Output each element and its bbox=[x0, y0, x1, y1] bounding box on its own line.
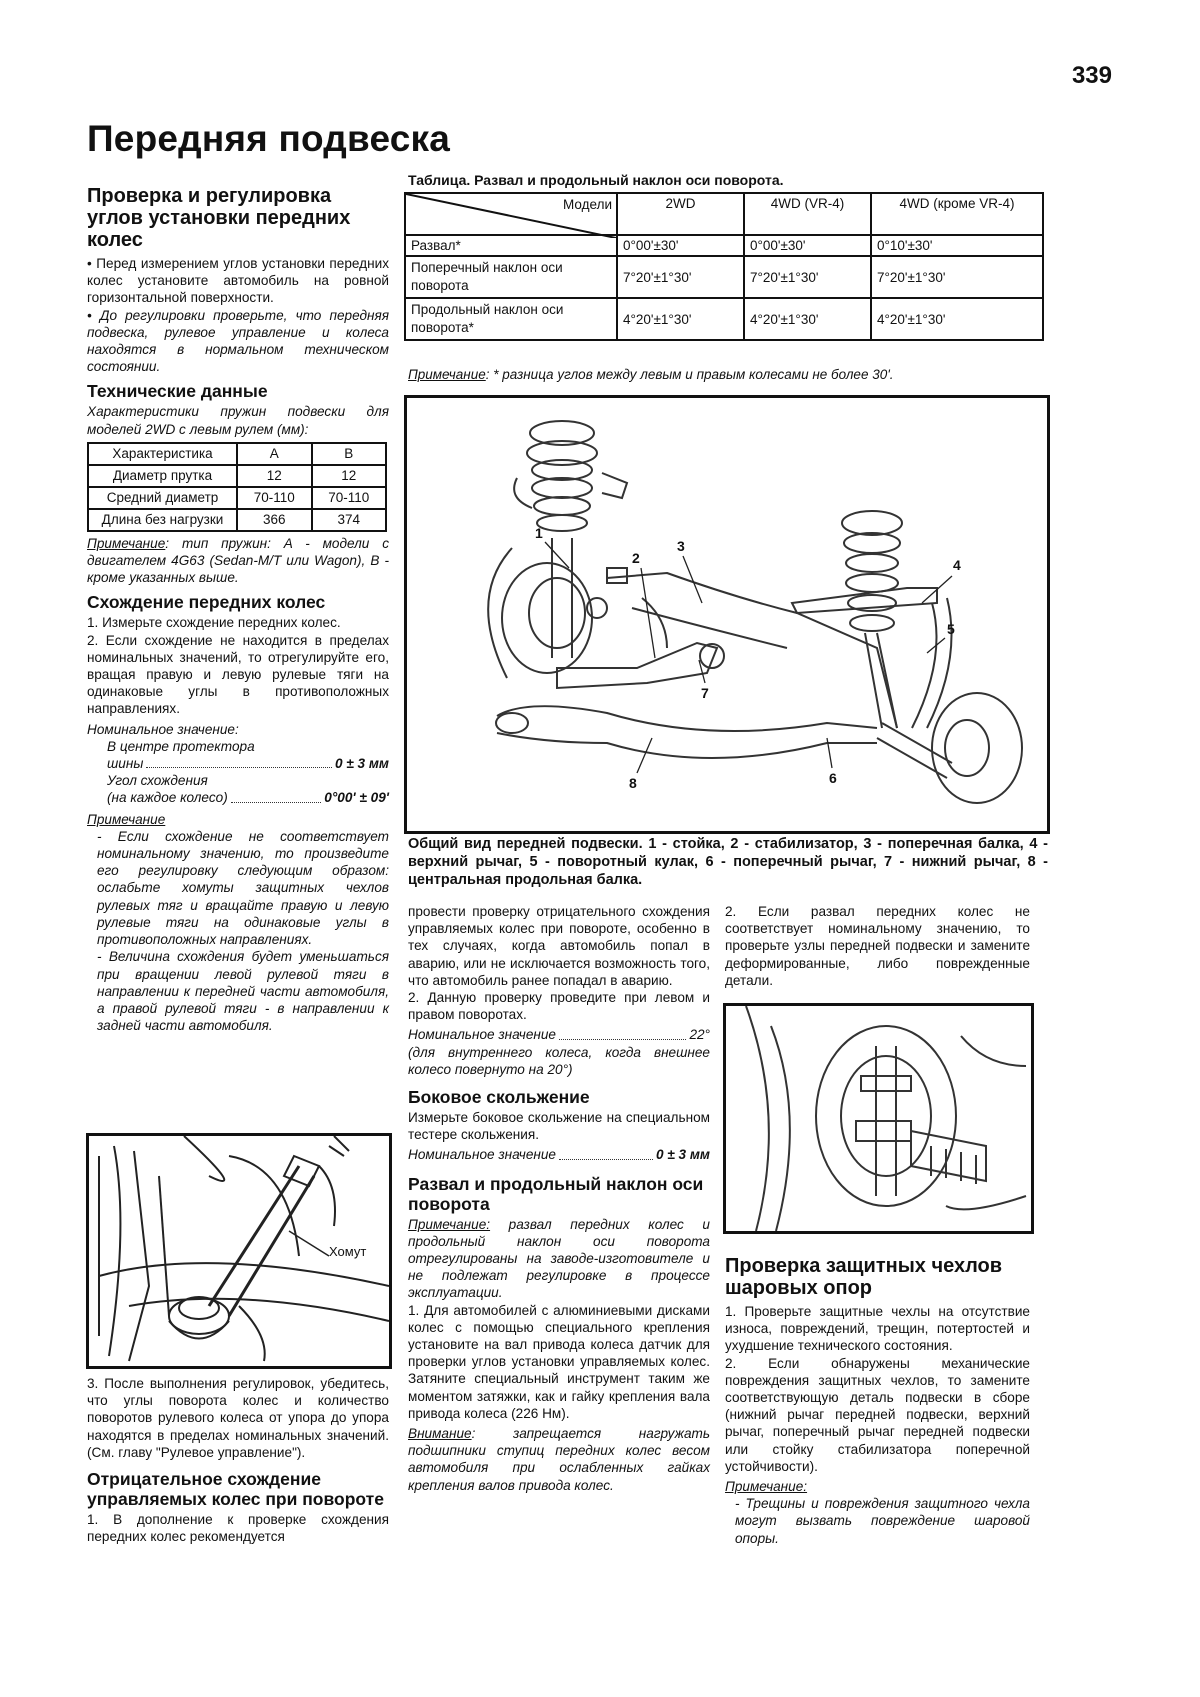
table-cell: 0°10'±30' bbox=[871, 235, 1043, 256]
figure-caption: Общий вид передней подвески. 1 - стойка, 2 - стабилизатор, 3 - поперечная балка, 4 - верхний рычаг, 5 - поворотный кулак, 6 - поперечный рычаг, 7 - нижний рычаг, 8 - центральная продольная балка. bbox=[408, 836, 1048, 888]
alignment-gauge-illustration bbox=[726, 1006, 1031, 1231]
section-heading-tech-data: Технические данные bbox=[87, 381, 268, 402]
note-text: : * разница углов между левым и правым колесами не более 30'. bbox=[485, 367, 894, 382]
spec-label: (на каждое колесо) bbox=[107, 790, 228, 806]
table-row bbox=[405, 256, 1043, 298]
nominal-label: Номинальное значение: bbox=[87, 721, 239, 737]
spec-note: (для внутреннего колеса, когда внешнее колесо повернуто на 20°) bbox=[408, 1044, 710, 1077]
section-heading-camber-caster: Развал и продольный наклон оси поворота bbox=[408, 1173, 704, 1214]
negative-toe-continued: провести проверку отрицательного схождения управляемых колес при повороте, особенно в тех случаях, когда автомобиль попал в аварию, или не исключается возможность того, что автомобиль ранее попадал в аварию. bbox=[408, 904, 710, 988]
table-row bbox=[405, 298, 1043, 340]
boots-step-1: 1. Проверьте защитные чехлы на отсутствие износа, повреждений, трещин, потертостей и ухудшение технического состояния. bbox=[725, 1304, 1030, 1354]
table-row bbox=[88, 465, 386, 487]
table-cell: 7°20'±1°30' bbox=[617, 256, 744, 298]
spec-value: 0 ± 3 мм bbox=[655, 1147, 710, 1163]
spec-value: 0°00' ± 09' bbox=[324, 790, 389, 806]
table-row-label: Продольный наклон оси поворота* bbox=[405, 298, 617, 340]
spec-label: шины bbox=[107, 756, 144, 772]
note-text: развал передних колес и продольный наклон оси поворота отрегулированы на заводе-изготовителе и не подлежат регулировке в процессе эксплуатации. bbox=[408, 1216, 710, 1301]
negative-toe-text: 1. В дополнение к проверке схождения передних колес рекомендуется bbox=[87, 1512, 389, 1545]
table-cell: Средний диаметр bbox=[88, 487, 237, 509]
note-item: - Величина схождения будет уменьшаться при вращении левой рулевой тяги в направлении к передней части автомобиля, а правой рулевой тяги - в направлении к задней части автомобиля. bbox=[97, 949, 389, 1034]
page-title: Передняя подвеска bbox=[87, 118, 451, 159]
section-heading-toe: Схождение передних колес bbox=[87, 592, 326, 613]
note-text: : тип пружин: A - модели с двигателем 4G63 (Sedan-M/T или Wagon), B - кроме указанных выше. bbox=[87, 535, 389, 586]
table-cell: 4°20'±1°30' bbox=[744, 298, 871, 340]
side-slip-text: Измерьте боковое скольжение на специальном тестере скольжения. bbox=[408, 1110, 710, 1143]
spec-row-turn-angle bbox=[408, 1026, 710, 1043]
table-cell: 374 bbox=[312, 509, 387, 531]
toe-step-1: 1. Измерьте схождение передних колес. bbox=[87, 615, 341, 631]
table-row-label: Поперечный наклон оси поворота bbox=[405, 256, 617, 298]
note-label: Примечание bbox=[87, 535, 166, 551]
spring-note bbox=[87, 535, 389, 587]
table-cell: 4°20'±1°30' bbox=[617, 298, 744, 340]
table-corner-cell bbox=[405, 193, 617, 235]
page-number: 339 bbox=[1071, 62, 1112, 89]
clamp-label: Хомут bbox=[329, 1244, 367, 1259]
table-cell: Длина без нагрузки bbox=[88, 509, 237, 531]
models-label: Модели bbox=[563, 197, 612, 212]
section-heading-negative-toe: Отрицательное схождение управляемых колес при повороте bbox=[87, 1469, 384, 1510]
warning-label: Внимание bbox=[408, 1426, 472, 1442]
table-header: 2WD bbox=[617, 193, 744, 235]
table-cell: Диаметр прутка bbox=[88, 465, 237, 487]
table-header: 4WD (VR-4) bbox=[744, 193, 871, 235]
table-cell: 4°20'±1°30' bbox=[871, 298, 1043, 340]
spec-label: Угол схождения bbox=[107, 773, 208, 789]
figure-tie-rod-clamp bbox=[86, 1133, 392, 1369]
table-header: 4WD (кроме VR-4) bbox=[871, 193, 1043, 235]
table-cell: 12 bbox=[237, 465, 312, 487]
table-header: A bbox=[237, 443, 312, 465]
table-row bbox=[88, 509, 386, 531]
camber-table-title: Таблица. Развал и продольный наклон оси поворота. bbox=[408, 172, 784, 188]
note-text: - Трещины и повреждения защитного чехла могут вызвать повреждение шаровой опоры. bbox=[735, 1496, 1030, 1546]
table-cell: 366 bbox=[237, 509, 312, 531]
note-label: Примечание bbox=[87, 811, 166, 827]
spec-value: 22° bbox=[689, 1027, 710, 1043]
boots-step-2: 2. Если обнаружены механические повреждения защитных чехлов, то замените соответствующую деталь подвески в сборе (нижний рычаг передней подвески, верхний рычаг, поперечный рычаг передней подвески или стойку стабилизатора поперечной устойчивости). bbox=[725, 1355, 1030, 1474]
note-item: - Если схождение не соответствует номинальному значению, то произведите его регулировку следующим образом: ослабьте хомуты защитных чехлов рулевых тяг и вращайте правую и левую рулевые тяги на одинаковые углы в противоположных направлениях. bbox=[97, 828, 389, 948]
table-header-row bbox=[88, 443, 386, 465]
spring-table bbox=[87, 442, 387, 532]
callout-7: 7 bbox=[701, 685, 709, 701]
table-header: B bbox=[312, 443, 387, 465]
warning-text: : запрещается нагружать подшипники ступиц передних колес весом автомобиля при ослабленных гайках крепления валов привода колес. bbox=[408, 1426, 710, 1493]
note-label: Примечание: bbox=[725, 1479, 808, 1495]
right-column bbox=[725, 903, 1030, 989]
table-header: Характеристика bbox=[88, 443, 237, 465]
table-row bbox=[88, 487, 386, 509]
spec-label: В центре протектора bbox=[107, 738, 255, 754]
camber-note bbox=[408, 1216, 710, 1302]
step-3: 3. После выполнения регулировок, убедитесь, что углы поворота колес и количество поворотов рулевого колеса от упора до упора находятся в пределах номинальных значений. (См. главу "Рулевое управление"). bbox=[87, 1376, 389, 1460]
figure-front-suspension bbox=[404, 395, 1050, 834]
left-column bbox=[87, 185, 389, 1034]
callout-3: 3 bbox=[677, 538, 685, 554]
table-cell: 7°20'±1°30' bbox=[871, 256, 1043, 298]
spec-row-side-slip bbox=[408, 1146, 710, 1163]
bullet-1: • Перед измерением углов установки передних колес установите автомобиль на ровной горизонтальной поверхности. bbox=[87, 256, 389, 306]
right-column-bottom bbox=[725, 1255, 1030, 1547]
table-cell: 70-110 bbox=[312, 487, 387, 509]
callout-6: 6 bbox=[829, 770, 837, 786]
callout-8: 8 bbox=[629, 775, 637, 791]
section-heading-side-slip: Боковое скольжение bbox=[408, 1087, 590, 1108]
table-row bbox=[405, 235, 1043, 256]
camber-step-1: 1. Для автомобилей с алюминиевыми дисками колес с помощью специального крепления установите на вал привода колеса датчик для проверки углов установки управляемых колес. Затяните специальный инструмент таким же моментом затяжки, как и гайку крепления вала привода колеса (226 Нм). bbox=[408, 1302, 710, 1421]
middle-column bbox=[408, 903, 710, 1494]
bullet-2: • До регулировки проверьте, что передняя подвеска, рулевое управление и колеса находятся в нормальном техническом состоянии. bbox=[87, 307, 389, 375]
note-label: Примечание bbox=[408, 367, 486, 382]
table-cell: 70-110 bbox=[237, 487, 312, 509]
table-row-label: Развал* bbox=[405, 235, 617, 256]
table-header-row bbox=[405, 193, 1043, 235]
section-heading-alignment: Проверка и регулировка углов установки передних колес bbox=[87, 185, 351, 251]
spring-table-caption: Характеристики пружин подвески для моделей 2WD с левым рулем (мм): bbox=[87, 404, 389, 437]
front-suspension-illustration bbox=[407, 398, 1047, 831]
callout-2: 2 bbox=[632, 550, 640, 566]
table-cell: 0°00'±30' bbox=[744, 235, 871, 256]
spec-row-angle bbox=[87, 789, 389, 806]
spec-label: Номинальное значение bbox=[408, 1147, 556, 1163]
callout-5: 5 bbox=[947, 621, 955, 637]
callout-1: 1 bbox=[535, 525, 543, 541]
note-label: Примечание: bbox=[408, 1216, 491, 1232]
section-heading-ball-joint-boots: Проверка защитных чехлов шаровых опор bbox=[725, 1255, 1003, 1299]
camber-caster-table bbox=[404, 192, 1044, 341]
toe-step-2: 2. Если схождение не находится в пределах номинальных значений, то отрегулируйте его, вращая правую и левую рулевые тяги на одинаковые углы в противоположных направлениях. bbox=[87, 632, 389, 717]
spec-row-tread bbox=[87, 755, 389, 772]
callout-4: 4 bbox=[953, 557, 961, 573]
table-cell: 7°20'±1°30' bbox=[744, 256, 871, 298]
camber-note bbox=[408, 367, 894, 382]
spec-label: Номинальное значение bbox=[408, 1027, 556, 1043]
camber-step-2: 2. Если развал передних колес не соответствует номинальному значению, то проверьте узлы передней подвески и замените деформированные, либо поврежденные детали. bbox=[725, 904, 1030, 988]
step-2: 2. Данную проверку проведите при левом и правом поворотах. bbox=[408, 990, 710, 1023]
table-cell: 0°00'±30' bbox=[617, 235, 744, 256]
left-column-bottom bbox=[87, 1375, 389, 1545]
table-cell: 12 bbox=[312, 465, 387, 487]
warning bbox=[408, 1425, 710, 1494]
figure-alignment-gauge bbox=[723, 1003, 1034, 1234]
spec-value: 0 ± 3 мм bbox=[334, 756, 389, 772]
